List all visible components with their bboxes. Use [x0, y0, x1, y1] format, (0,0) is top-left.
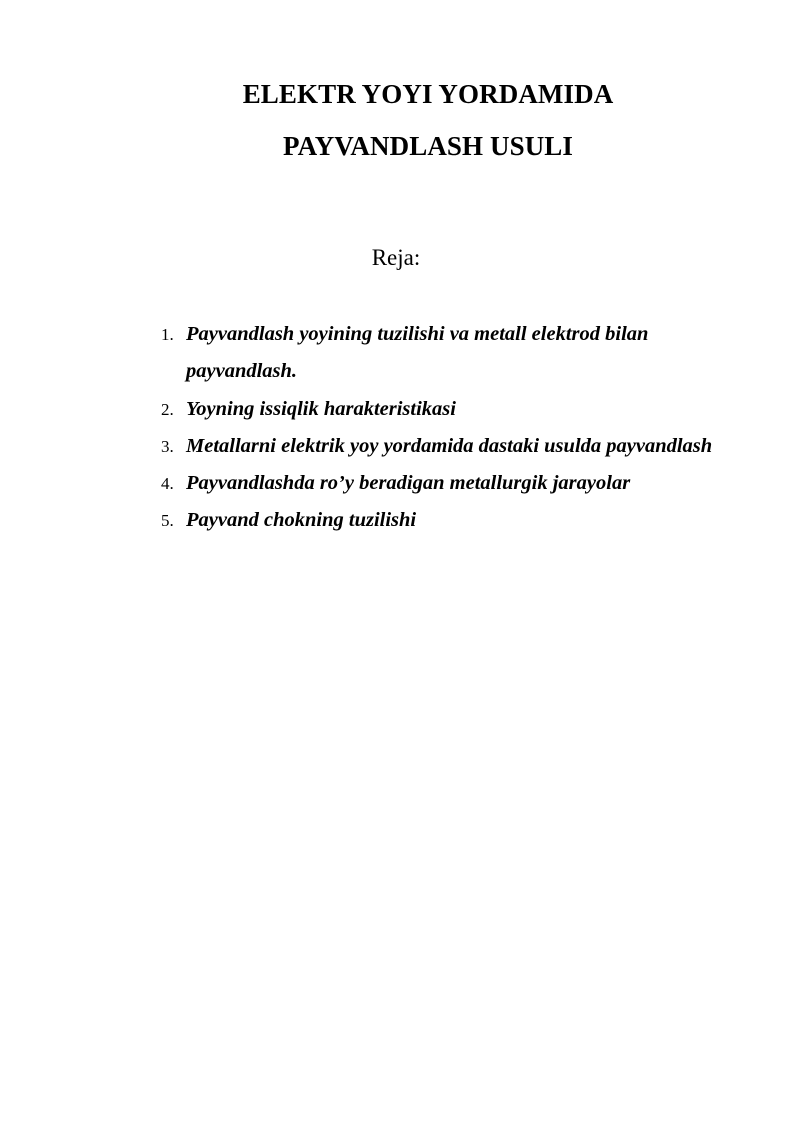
plan-item-text: Metallarni elektrik yoy yordamida dastaki usulda payvandlash: [186, 434, 713, 457]
plan-item-1: [161, 316, 761, 391]
plan-item-text: Yoyning issiqlik harakteristikasi: [186, 397, 456, 420]
plan-list: [161, 316, 761, 540]
plan-item-3: [161, 428, 761, 465]
plan-item-number: 3.: [161, 436, 174, 456]
plan-item-4: [161, 465, 761, 502]
plan-item-number: 4.: [161, 474, 174, 494]
document-title-line-2: PAYVANDLASH USULI: [282, 131, 574, 161]
plan-item-text: Payvandlashda ro’y beradigan metallurgik jarayolar: [186, 472, 631, 495]
plan-item-number: 5.: [161, 511, 174, 531]
plan-item-text: Payvand chokning tuzilishi: [186, 509, 417, 532]
plan-item-number: 1.: [161, 325, 174, 344]
plan-heading: Reja:: [371, 245, 421, 270]
plan-item-5: [161, 502, 761, 539]
document-title-line-1: ELEKTR YOYI YORDAMIDA: [242, 79, 614, 109]
plan-item-text: Payvandlash yoyining tuzilishi va metall elektrod bilan payvandlash.: [186, 323, 649, 383]
plan-item-2: [161, 391, 761, 428]
plan-item-number: 2.: [161, 399, 174, 419]
